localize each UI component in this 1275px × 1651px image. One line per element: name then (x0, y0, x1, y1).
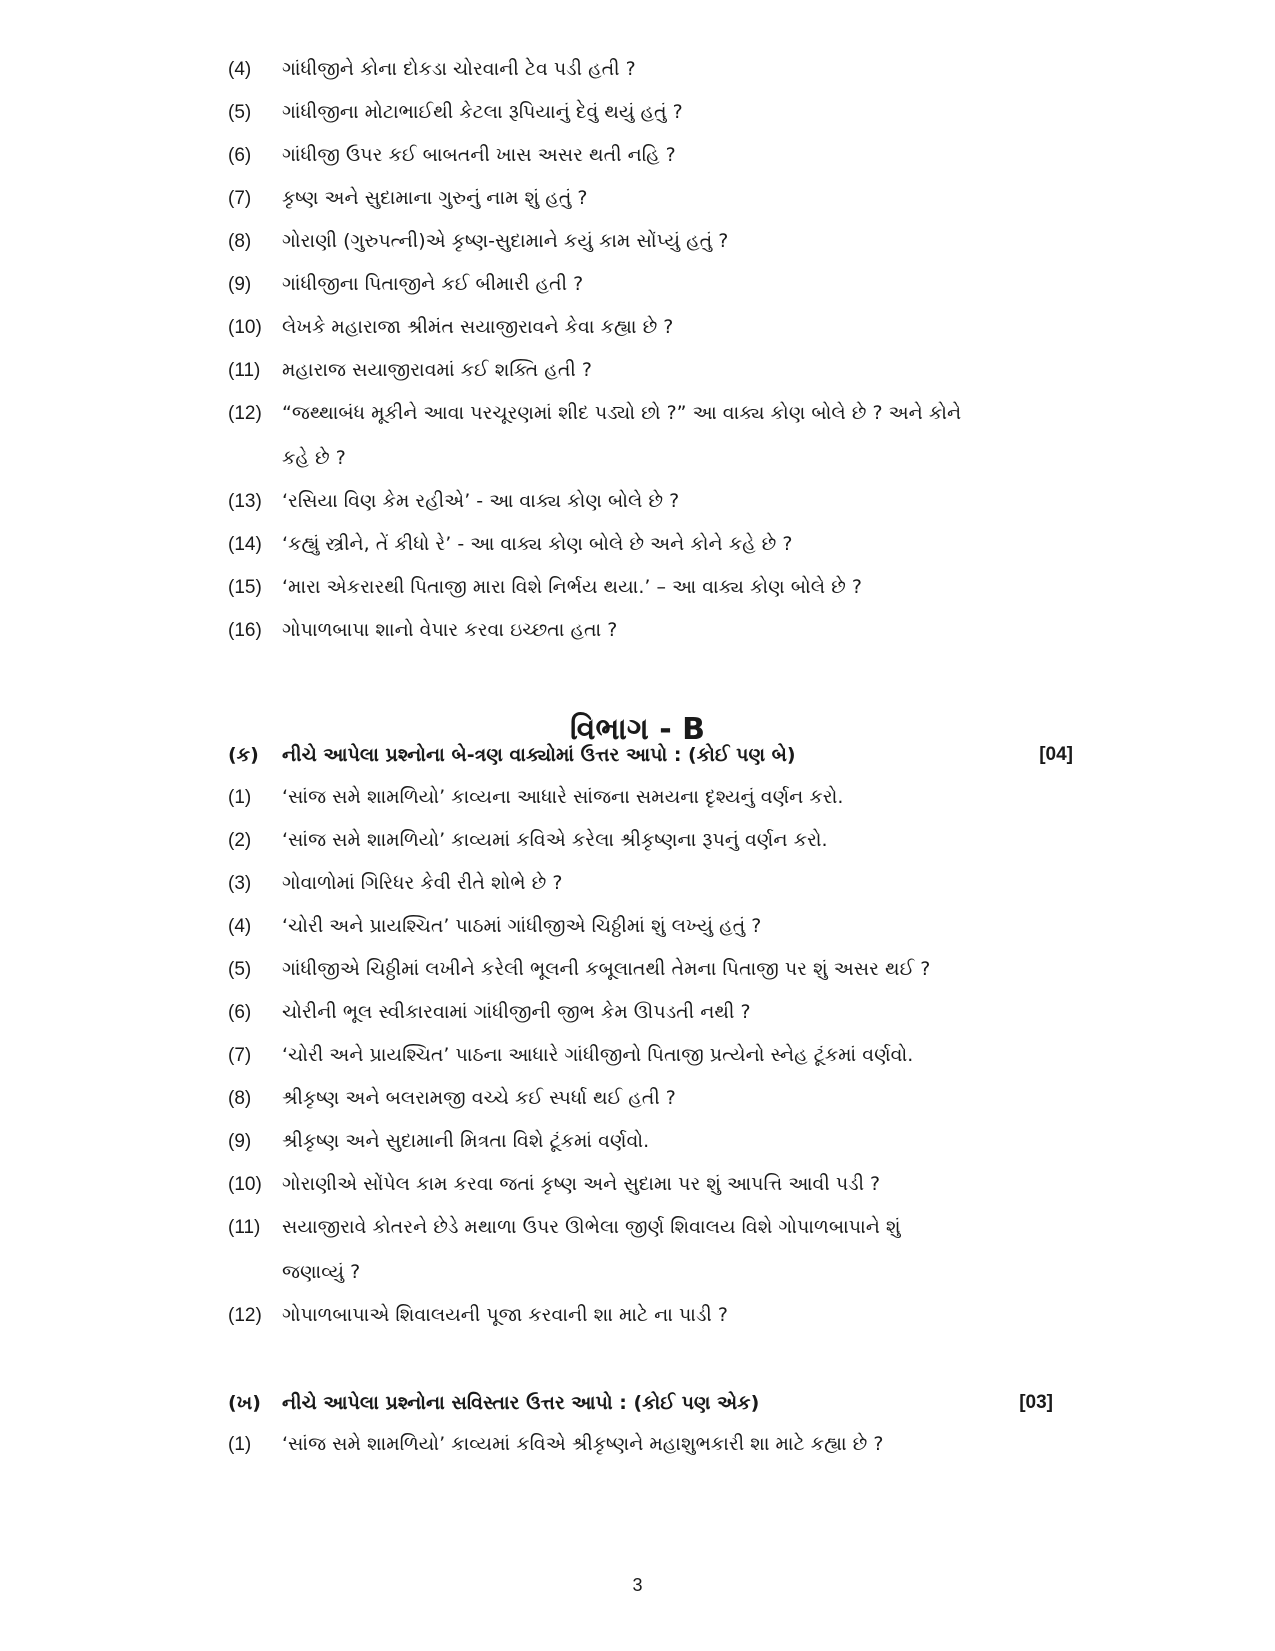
section-instruction: નીચે આપેલા પ્રશ્નોના બે-ત્રણ વાક્યોમાં ઉત્તર આપો : (કોઈ પણ બે) (282, 744, 796, 766)
question-text: ગાંધીજી ઉપર કઈ બાબતની ખાસ અસર થતી નહિ ? (282, 144, 676, 166)
question-text: ગાંધીજીને કોના દોકડા ચોરવાની ટેવ પડી હતી ? (282, 58, 636, 80)
question-number: (14) (228, 534, 262, 555)
question-text: ગાંધીજીના પિતાજીને કઈ બીમારી હતી ? (282, 273, 584, 295)
question-number: (8) (228, 1088, 252, 1109)
question-text: ગોરાણી (ગુરુપત્ની)એ કૃષ્ણ-સુદામાને કયું કામ સોંપ્યું હતું ? (282, 230, 729, 252)
question-number: (13) (228, 491, 262, 512)
question-text: કૃષ્ણ અને સુદામાના ગુરુનું નામ શું હતું ? (282, 187, 588, 209)
question-text: ‘સાંજ સમે શામળિયો’ કાવ્યમાં કવિએ શ્રીકૃષ્ણને મહાશુભકારી શા માટે કહ્યા છે ? (282, 1433, 884, 1455)
question-number: (4) (228, 916, 252, 937)
question-number: (7) (228, 188, 252, 209)
question-text: “જથ્થાબંધ મૂકીને આવા પરચૂરણમાં શીદ પડ્યો છો ?” આ વાક્ય કોણ બોલે છે ? અને કોને (282, 402, 962, 424)
question-text: લેખકે મહારાજા શ્રીમંત સયાજીરાવને કેવા કહ્યા છે ? (282, 316, 674, 338)
section-number: (ક) (228, 744, 259, 766)
question-text: મહારાજ સયાજીરાવમાં કઈ શક્તિ હતી ? (282, 359, 592, 381)
question-text-continued: જણાવ્યું ? (282, 1261, 361, 1283)
question-number: (6) (228, 1002, 252, 1023)
question-text: ‘કહ્યું સ્ત્રીને, તેં કીધો રે’ - આ વાક્ય કોણ બોલે છે અને કોને કહે છે ? (282, 533, 793, 555)
question-number: (3) (228, 873, 252, 894)
question-text: ચોરીની ભૂલ સ્વીકારવામાં ગાંધીજીની જીભ કેમ ઊપડતી નથી ? (282, 1001, 751, 1023)
question-text: ગોરાણીએ સોંપેલ કામ કરવા જતાં કૃષ્ણ અને સુદામા પર શું આપત્તિ આવી પડી ? (282, 1173, 881, 1195)
question-number: (15) (228, 577, 262, 598)
question-number: (10) (228, 317, 262, 338)
question-text: ‘મારા એકરારથી પિતાજી મારા વિશે નિર્ભય થયા.’ – આ વાક્ય કોણ બોલે છે ? (282, 576, 862, 598)
question-text: ‘ચોરી અને પ્રાયશ્ચિત’ પાઠના આધારે ગાંધીજીનો પિતાજી પ્રત્યેનો સ્નેહ ટૂંકમાં વર્ણવો. (282, 1044, 914, 1066)
question-number: (7) (228, 1045, 252, 1066)
question-text: ગોવાળોમાં ગિરિધર કેવી રીતે શોભે છે ? (282, 872, 563, 894)
question-number: (1) (228, 787, 252, 808)
question-number: (9) (228, 274, 252, 295)
question-text-continued: કહે છે ? (282, 447, 346, 469)
question-number: (1) (228, 1434, 252, 1455)
question-text: ‘ચોરી અને પ્રાયશ્ચિત’ પાઠમાં ગાંધીજીએ ચિઠ્ઠીમાં શું લખ્યું હતું ? (282, 915, 762, 937)
question-number: (6) (228, 145, 252, 166)
question-text: શ્રીકૃષ્ણ અને બલરામજી વચ્ચે કઈ સ્પર્ધા થઈ હતી ? (282, 1087, 676, 1109)
section-marks: [03] (1019, 1392, 1053, 1413)
section-number: (ખ) (228, 1392, 261, 1414)
question-text: ગાંધીજીએ ચિઠ્ઠીમાં લખીને કરેલી ભૂલની કબૂલાતથી તેમના પિતાજી પર શું અસર થઈ ? (282, 958, 931, 980)
question-number: (10) (228, 1174, 262, 1195)
question-number: (9) (228, 1131, 252, 1152)
question-text: ‘રસિયા વિણ કેમ રહીએ’ - આ વાક્ય કોણ બોલે છે ? (282, 490, 680, 512)
question-number: (12) (228, 1305, 262, 1326)
question-text: ‘સાંજ સમે શામળિયો’ કાવ્યના આધારે સાંજના સમયના દૃશ્યનું વર્ણન કરો. (282, 786, 844, 808)
question-text: ‘સાંજ સમે શામળિયો’ કાવ્યમાં કવિએ કરેલા શ્રીકૃષ્ણના રૂપનું વર્ણન કરો. (282, 829, 828, 851)
question-text: ગોપાળબાપા શાનો વેપાર કરવા ઇચ્છતા હતા ? (282, 619, 618, 641)
section-marks: [04] (1039, 744, 1073, 765)
section-heading: વિભાગ - B (570, 712, 705, 747)
section-instruction: નીચે આપેલા પ્રશ્નોના સવિસ્તાર ઉત્તર આપો : (કોઈ પણ એક) (282, 1392, 760, 1414)
question-number: (4) (228, 59, 252, 80)
question-number: (16) (228, 620, 262, 641)
question-number: (12) (228, 403, 262, 424)
question-number: (11) (228, 1217, 261, 1238)
question-text: ગોપાળબાપાએ શિવાલયની પૂજા કરવાની શા માટે ના પાડી ? (282, 1304, 728, 1326)
question-number: (5) (228, 102, 252, 123)
question-number: (5) (228, 959, 252, 980)
question-number: (11) (228, 360, 261, 381)
question-text: સયાજીરાવે કોતરને છેડે મથાળા ઉપર ઊભેલા જીર્ણ શિવાલય વિશે ગોપાળબાપાને શું (282, 1216, 901, 1238)
question-text: શ્રીકૃષ્ણ અને સુદામાની મિત્રતા વિશે ટૂંકમાં વર્ણવો. (282, 1130, 650, 1152)
page-number: 3 (632, 1575, 643, 1595)
question-text: ગાંધીજીના મોટાભાઈથી કેટલા રૂપિયાનું દેવું થયું હતું ? (282, 101, 683, 123)
question-number: (8) (228, 231, 252, 252)
question-number: (2) (228, 830, 252, 851)
